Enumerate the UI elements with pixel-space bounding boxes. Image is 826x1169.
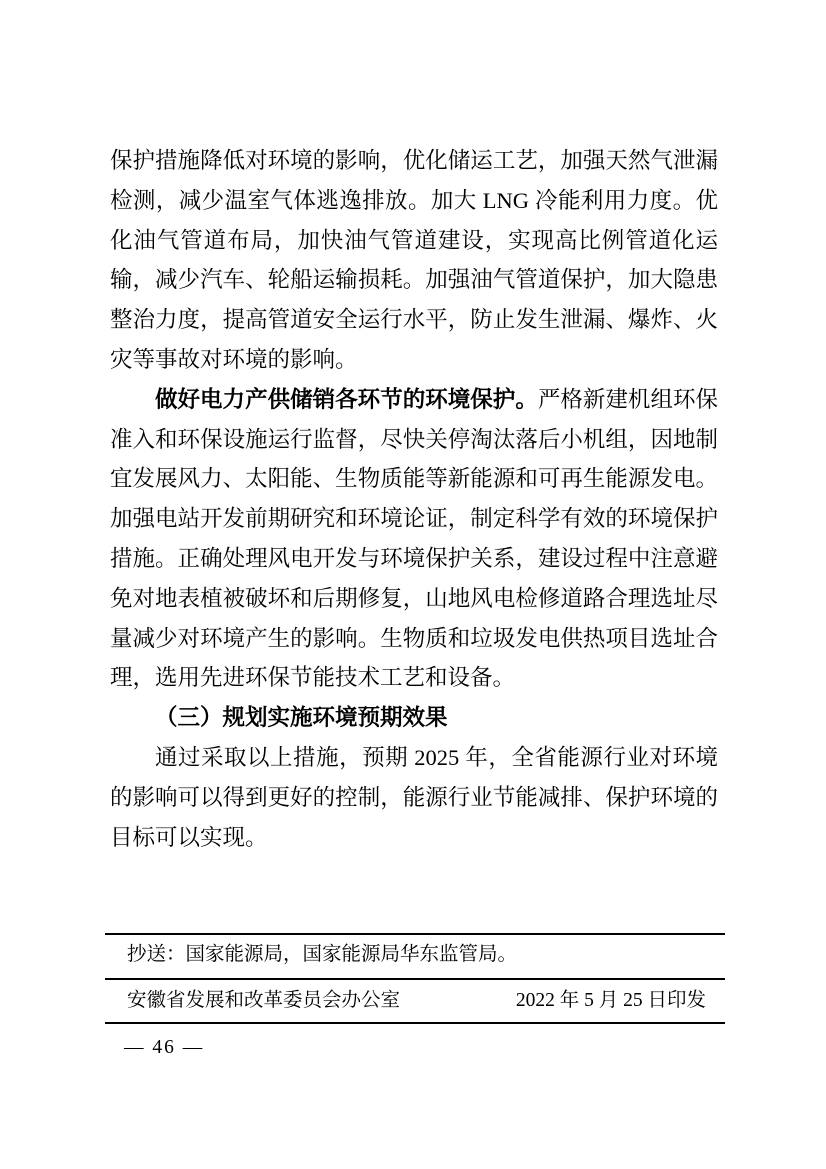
body-paragraph-2	[110, 380, 718, 698]
document-body	[110, 141, 718, 857]
page-number: — 46 —	[124, 1037, 205, 1058]
issuer-name: 安徽省发展和改革委员会办公室	[127, 990, 401, 1011]
print-date: 2022 年 5 月 25 日印发	[515, 990, 706, 1011]
issuer-line	[127, 988, 725, 1014]
footer-divider-bottom	[105, 1022, 725, 1024]
section-heading: （三）规划实施环境预期效果	[155, 705, 448, 731]
body-paragraph-1: 保护措施降低对环境的影响，优化储运工艺，加强天然气泄漏检测，减少温室气体逃逸排放。加大 LNG 冷能利用力度。优化油气管道布局，加快油气管道建设，实现高比例管道化运输，减少汽车、轮船运输损耗。加强油气管道保护，加大隐患整治力度，提高管道安全运行水平，防止发生泄漏、爆炸、火灾等事故对环境的影响。	[110, 148, 718, 372]
cc-recipients: 国家能源局，国家能源局华东监管局。	[185, 944, 518, 965]
closing-paragraph: 通过采取以上措施，预期 2025 年，全省能源行业对环境的影响可以得到更好的控制，能源行业节能减排、保护环境的目标可以实现。	[110, 744, 718, 850]
cc-line	[127, 943, 707, 967]
footer-divider-middle	[105, 978, 725, 980]
cc-label: 抄送：	[127, 944, 186, 965]
paragraph-body-text: 严格新建机组环保准入和环保设施运行监督，尽快关停淘汰落后小机组，因地制宜发展风力、太阳能、生物质能等新能源和可再生能源发电。加强电站开发前期研究和环境论证，制定科学有效的环境保护措施。正确处理风电开发与环境保护关系，建设过程中注意避免对地表植被破坏和后期修复，山地风电检修道路合理选址尽量减少对环境产生的影响。生物质和垃圾发电供热项目选址合理，选用先进环保节能技术工艺和设备。	[110, 386, 718, 691]
footer-divider-top	[105, 933, 725, 935]
paragraph-lead-bold: 做好电力产供储销各环节的环境保护。	[155, 386, 538, 412]
